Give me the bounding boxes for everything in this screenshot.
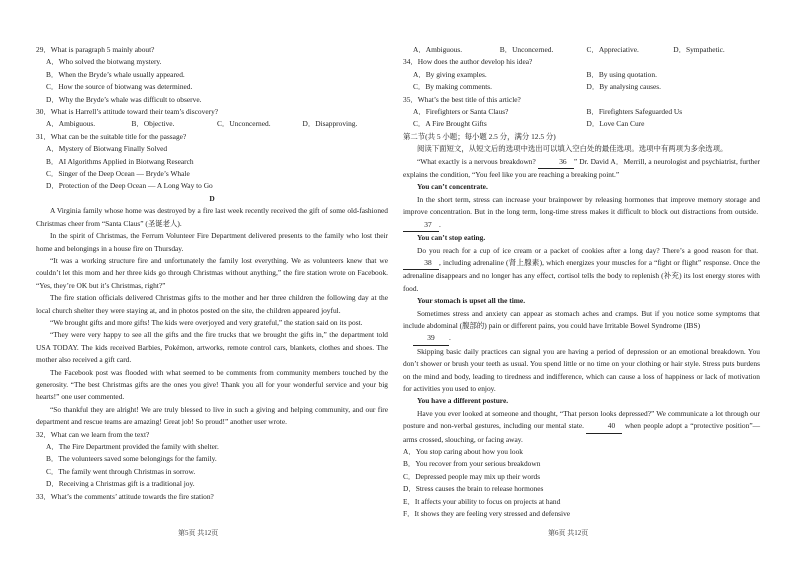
paragraph-text: Do you reach for a cup of ice cream or a packet of cookies after a long day? There’s a good reason for that.: [417, 245, 759, 255]
q33-options: [403, 44, 760, 56]
paragraph-text: when people adopt a “protective position”—arms crossed, slouching, or facing away.: [403, 421, 760, 444]
blank-38[interactable]: 38: [403, 257, 439, 270]
q31-option-a: A．Mystery of Biotwang Finally Solved: [46, 144, 168, 154]
blank-36[interactable]: 36: [538, 156, 574, 169]
passage-paragraph-5: Skipping basic daily practices can signal you are having a period of depression or an emotional breakdown. You don’t shower or brush your teeth as usual. You spend little or no time on your clothing or hair style. Stress puts burdens on the mind and body, leading to tiredness and indifference, which can cause a loss of happiness or lack of motivation for activities you used to enjoy.: [403, 346, 760, 393]
blank-39-line: 39 .: [403, 332, 760, 345]
q35-option-d: D．Love Can Cure: [586, 119, 645, 129]
q31-option-b: B．AI Algorithms Applied in Biotwang Research: [46, 156, 194, 166]
q33-option-c: C．Appreciative.: [586, 45, 639, 54]
paragraph-text: , including adrenaline (肾上腺素), which energizes your muscles for a “fight or flight” response. Once the adrenaline disappears and no longer has any effect, cortisol tells the body to replenish (补充) its lost energy stores with food.: [403, 257, 760, 293]
q34-stem: 34．How does the author develop his idea?: [403, 57, 533, 67]
page-number-right: 第6页 共12页: [548, 529, 589, 537]
q34-option-b: B．By using quotation.: [586, 69, 657, 79]
q31-stem: 31．What can be the suitable title for the passage?: [36, 131, 187, 141]
paragraph-text: ” Dr. David A．Merrill, a neurologist and psychiatrist, further explains the condition, “You feel like you are reaching a breaking point.”: [403, 156, 760, 180]
q34-option-d: D．By analysing causes.: [586, 82, 662, 92]
passage-paragraph: “They were very happy to see all the gifts and the fire trucks that we brought the gifts in,” the department told USA TODAY. The kids received Barbies, Pokémon, artworks, remote control cars, blankets, clothes and shoes. The mother also received a gift card.: [36, 330, 388, 365]
passage-paragraph: In the spirit of Christmas, the Ferrum Volunteer Fire Department delivered presents to the family who lost their home and belongings in a house fire on Thursday.: [36, 231, 388, 253]
q34-option-c: C．By making comments.: [413, 82, 493, 92]
q33-option-b: B．Unconcerned.: [499, 45, 554, 54]
passage-paragraph: “It was a working structure fire and unfortunately the family lost everything. We as volunteers knew that we couldn’t let this mom and her three kids go through Christmas without anything,” the fire station wrote on Facebook. “Yes, they’re OK but it’s Christmas, right?”: [36, 255, 388, 290]
q31-option-d: D．Protection of the Deep Ocean — A Long Way to Go: [46, 181, 213, 191]
passage-paragraph: A Virginia family whose home was destroyed by a fire last week recently received the gift of some old-fashioned Christmas cheer from “Santa Claus” (圣诞老人).: [36, 206, 388, 228]
blank-40[interactable]: 40: [586, 420, 622, 433]
q29-option-b: B．When the Bryde’s whale usually appeared.: [46, 69, 185, 79]
paragraph-text: Have you ever looked at someone and thought, “That person looks depressed?” We communicate a lot through our posture and non-verbal gestures, including our mental state.: [403, 408, 760, 431]
q32-option-c: C．The family went through Christmas in sorrow.: [46, 466, 196, 476]
passage-paragraph-1: [403, 156, 760, 182]
q35-stem: 35．What’s the best title of this article?: [403, 94, 521, 104]
q29-option-c: C．How the source of biotwang was determined.: [46, 82, 193, 92]
right-column: [403, 44, 760, 520]
q29-option-d: D．Why the Bryde’s whale was difficult to observe.: [46, 94, 202, 104]
blank-37[interactable]: 37: [403, 219, 439, 232]
q34-option-a: A．By giving examples.: [413, 69, 487, 79]
subheading-posture: You have a different posture.: [417, 396, 509, 406]
q35-option-a: A．Firefighters or Santa Claus?: [413, 107, 509, 117]
passage-paragraph: The Facebook post was flooded with what seemed to be comments from community members touched by the generosity. “The best Christmas gifts are the ones you give! Thank you all for your wonderful service and your big hearts!” one user commented.: [36, 367, 388, 402]
left-column: [36, 44, 388, 503]
q30-option-c: C．Unconcerned.: [217, 119, 271, 129]
paragraph-text: In the short term, stress can increase your brainpower by releasing hormones that improve memory storage and improve concentration. But in the long term, long-time stress makes it difficult to block out distractions from outside.: [403, 194, 760, 217]
q33-option-d: D．Sympathetic.: [673, 45, 725, 54]
option-f: F．It shows they are feeling very stressed and defensive: [403, 509, 571, 519]
q32-option-d: D．Receiving a Christmas gift is a traditional joy.: [46, 479, 195, 489]
subheading-eating: You can’t stop eating.: [417, 233, 486, 243]
passage-paragraph-2: In the short term, stress can increase your brainpower by releasing hormones that improve memory storage and improve concentration. But in the long term, long-time stress makes it difficult to block out distractions from outside. 37 .: [403, 194, 760, 232]
option-e: E．It affects your ability to focus on projects at hand: [403, 496, 561, 506]
option-d: D．Stress causes the brain to release hormones: [403, 484, 544, 494]
q33-option-a: A．Ambiguous.: [413, 45, 463, 54]
passage-paragraph-3: [403, 245, 760, 296]
q29-stem: 29．What is paragraph 5 mainly about?: [36, 45, 155, 54]
q32-option-a: A．The Fire Department provided the family with shelter.: [46, 442, 219, 451]
passage-paragraph: “We brought gifts and more gifts! The kids were overjoyed and very grateful,” the station said on its post.: [50, 317, 363, 327]
q32-stem: 32．What can we learn from the text?: [36, 429, 150, 439]
q35-option-c: C．A Fire Brought Gifts: [413, 119, 487, 129]
subheading-concentrate: You can’t concentrate.: [417, 182, 488, 192]
q30-option-b: B．Objective.: [131, 119, 175, 129]
option-b: B．You recover from your serious breakdown: [403, 459, 541, 469]
q29-option-a: A．Who solved the biotwang mystery.: [46, 57, 162, 67]
q34-options-row2: [403, 81, 760, 93]
q30-option-a: A．Ambiguous.: [46, 119, 96, 129]
option-a: A．You stop caring about how you look: [403, 447, 523, 456]
q30-option-d: D．Disapproving.: [302, 119, 358, 129]
section-instruction: 阅读下面短文，从短文后的选项中选出可以填入空白处的最佳选项。选项中有两项为多余选项。: [417, 144, 728, 154]
section-heading: 第二节(共 5 小题；每小题 2.5 分，满分 12.5 分): [403, 131, 556, 141]
option-c: C．Depressed people may mix up their words: [403, 471, 541, 481]
q32-option-b: B．The volunteers saved some belongings for the family.: [46, 454, 217, 464]
q33-stem: 33．What’s the comments’ attitude towards the fire station?: [36, 491, 214, 501]
passage-label: D: [209, 193, 215, 203]
q34-options-row1: [403, 69, 760, 81]
q30-options: [36, 118, 388, 130]
blank-39[interactable]: 39: [413, 332, 449, 345]
q35-option-b: B．Firefighters Safeguarded Us: [586, 107, 683, 117]
subheading-stomach: Your stomach is upset all the time.: [417, 296, 526, 306]
q35-options-row1: [403, 106, 760, 118]
page-number-left: 第5页 共12页: [178, 529, 219, 537]
passage-paragraph-4: Sometimes stress and anxiety can appear as stomach aches and cramps. But if you notice some symptoms that include abdominal (腹部的) pain or different pains, you could have Irritable Bowel Syndrome (IBS): [403, 308, 760, 330]
paragraph-text: “What exactly is a nervous breakdown?: [417, 156, 536, 166]
passage-paragraph-6: [403, 408, 760, 446]
passage-paragraph: “So thankful they are alright! We are truly blessed to live in such a giving and helping community, and our fire department and rescue teams are amazing! Great job! So proud!” another user wrote.: [36, 404, 388, 427]
q35-options-row2: [403, 118, 760, 130]
q31-option-c: C．Singer of the Deep Ocean — Bryde’s Whale: [46, 169, 190, 179]
q30-stem: 30．What is Harrell’s attitude toward their team’s discovery?: [36, 107, 219, 117]
passage-paragraph: The fire station officials delivered Christmas gifts to the mother and her three children the following day at the local church shelter they were staying at, and in photos posted on the site, the children appeared joyful.: [36, 293, 388, 315]
